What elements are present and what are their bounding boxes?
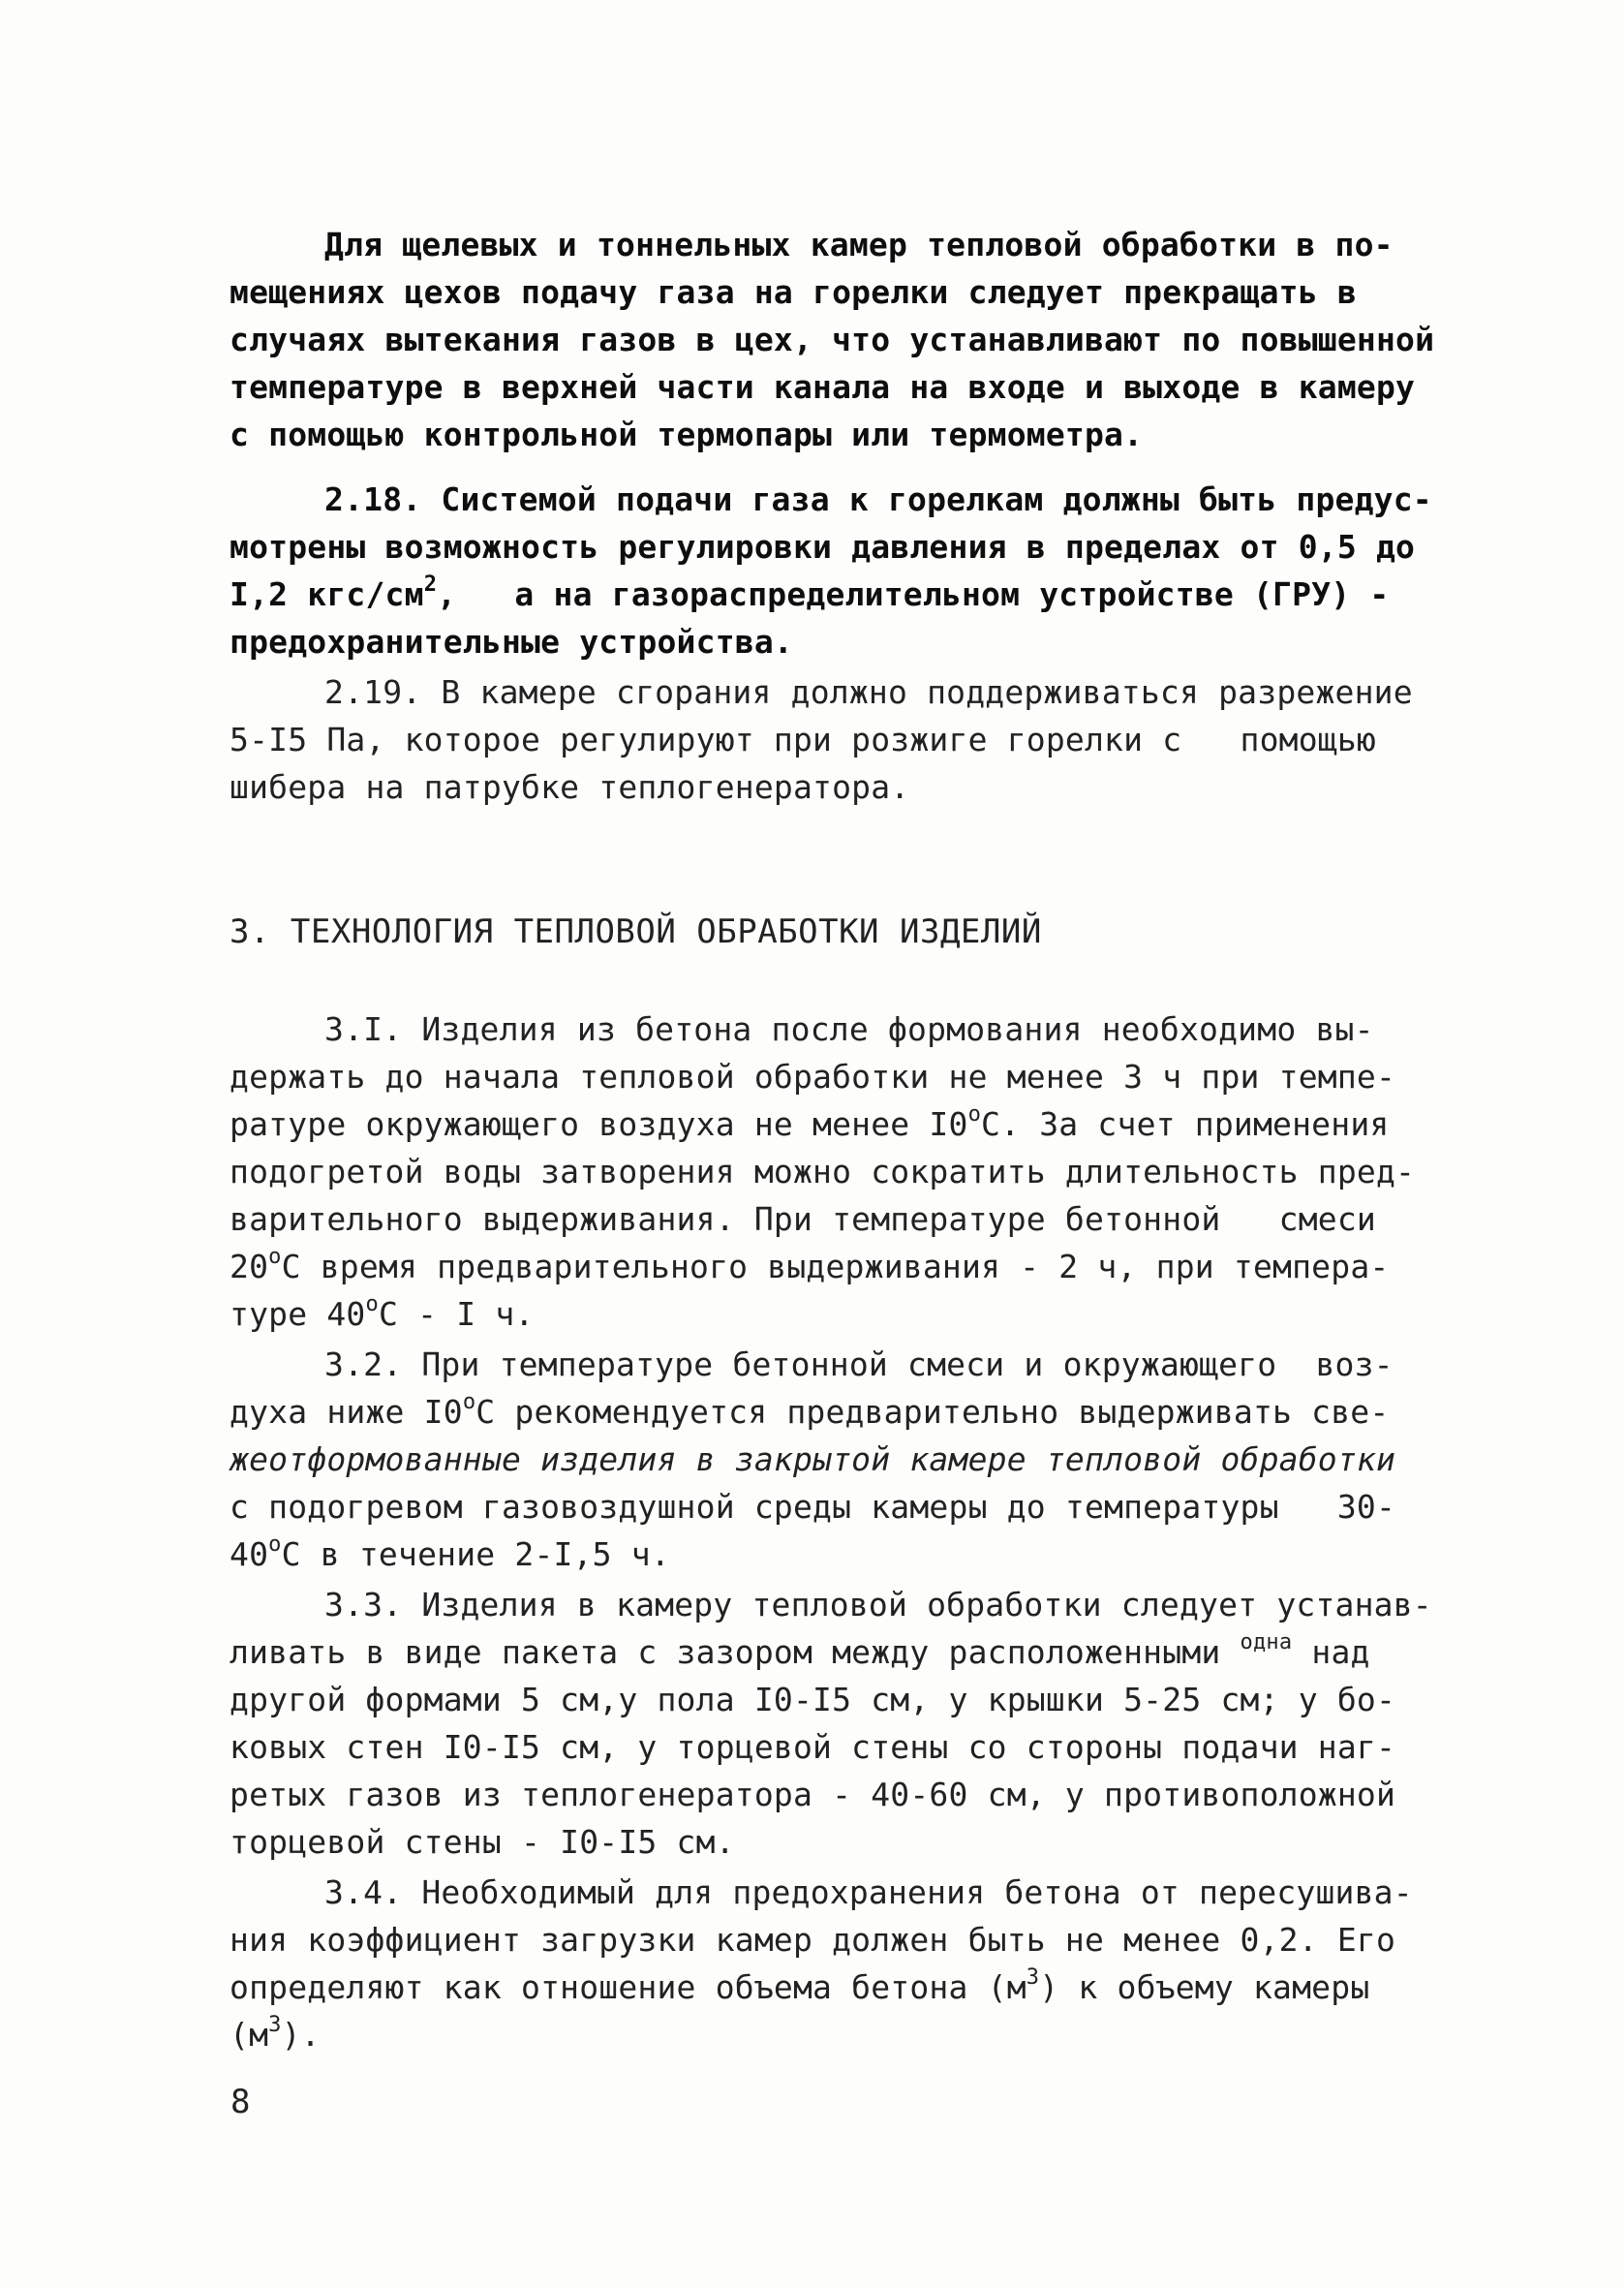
text-segment: ). [281,2016,321,2054]
text-line: ковых стен I0-I5 см, у торцевой стены со стороны подачи наг- [230,1728,1396,1766]
text-line: случаях вытекания газов в цех, что устанавливают по повышенной [230,321,1435,358]
degree-mark: о [365,1292,379,1316]
text-segment: ратуре окружающего воздуха не менее I0 [230,1105,968,1143]
text-line [230,1532,670,1574]
text-line [230,1292,535,1334]
text-line [230,1102,1390,1144]
text-line [230,1630,1370,1672]
text-segment: С в течение 2-I,5 ч. [281,1535,670,1573]
text-segment: , а на газораспределительном устройстве (ГРУ) - [437,575,1390,613]
superscript: 2 [423,572,438,597]
text-line: мотрены возможность регулировки давления в пределах от 0,5 до [230,528,1416,566]
text-segment: 20 [230,1248,269,1285]
text-segment: определяют как отношение объема бетона (м [230,1968,1026,2006]
text-line: 5-I5 Па, которое регулируют при розжиге горелки с помощью [230,721,1376,758]
text-segment: над [1292,1633,1370,1671]
degree-mark: о [967,1102,982,1127]
text-line [230,1390,1390,1432]
text-line: предохранительные устройства. [230,623,793,661]
degree-mark: о [268,1245,282,1269]
text-line: 3.3. Изделия в камеру тепловой обработки следует устанав- [324,1586,1432,1623]
text-line [230,1965,1370,2007]
text-line: 3.I. Изделия из бетона после формования необходимо вы- [324,1010,1374,1048]
text-segment: ливать в виде пакета с зазором между расположенными [230,1633,1241,1671]
superscript: 3 [268,2013,282,2037]
text-line: другой формами 5 см,у пола I0-I5 см, у крышки 5-25 см; у бо- [230,1681,1396,1718]
text-line: Для щелевых и тоннельных камер тепловой обработки в по- [324,226,1394,263]
degree-mark: о [268,1532,282,1557]
text-line: 2.18. Системой подачи газа к горелкам должны быть предус- [324,480,1432,518]
text-line: шибера на патрубке теплогенератора. [230,768,910,806]
text-segment: (м [230,2016,269,2054]
superscript: одна [1240,1630,1293,1654]
text-segment: С время предварительного выдерживания - 2 ч, при темпера- [281,1248,1390,1285]
text-segment: I,2 кгс/см [230,575,424,613]
text-line: 3.4. Необходимый для предохранения бетона от пересушива- [324,1873,1413,1911]
text-line: ретых газов из теплогенератора - 40-60 см, у противоположной [230,1776,1396,1813]
degree-mark: о [462,1390,476,1414]
text-segment: туре 40 [230,1295,366,1333]
text-segment: духа ниже I0 [230,1393,463,1431]
text-line: варительного выдерживания. При температуре бетонной смеси [230,1200,1376,1238]
text-segment: С рекомендуется предварительно выдерживать све- [475,1393,1390,1431]
text-line: держать до начала тепловой обработки не менее 3 ч при темпе- [230,1058,1396,1096]
text-line: ния коэффициент загрузки камер должен быть не менее 0,2. Его [230,1921,1396,1959]
text-segment: С. За счет применения [981,1105,1390,1143]
text-line: с подогревом газовоздушной среды камеры до температуры 30- [230,1488,1396,1526]
text-line: подогретой воды затворения можно сократить длительность пред- [230,1153,1416,1190]
text-line: температуре в верхней части канала на входе и выходе в камеру [230,368,1416,406]
text-line: жеотформованные изделия в закрытой камере тепловой обработки [230,1440,1396,1478]
text-segment: 40 [230,1535,269,1573]
text-segment: ) к объему камеры [1039,1968,1370,2006]
text-segment: С - I ч. [378,1295,535,1333]
text-line [230,2013,321,2055]
text-line: 2.19. В камере сгорания должно поддерживаться разрежение [324,673,1413,711]
text-line: 3.2. При температуре бетонной смеси и окружающего воз- [324,1345,1394,1383]
text-line: мещениях цехов подачу газа на горелки следует прекращать в [230,273,1357,311]
text-line: торцевой стены - I0-I5 см. [230,1823,735,1861]
section-heading: 3. ТЕХНОЛОГИЯ ТЕПЛОВОЙ ОБРАБОТКИ ИЗДЕЛИЙ [230,912,1042,951]
text-line [230,572,1390,614]
page-number: 8 [230,2083,251,2121]
text-line: с помощью контрольной термопары или термометра. [230,416,1144,453]
superscript: 3 [1026,1965,1040,1990]
text-line [230,1245,1390,1286]
